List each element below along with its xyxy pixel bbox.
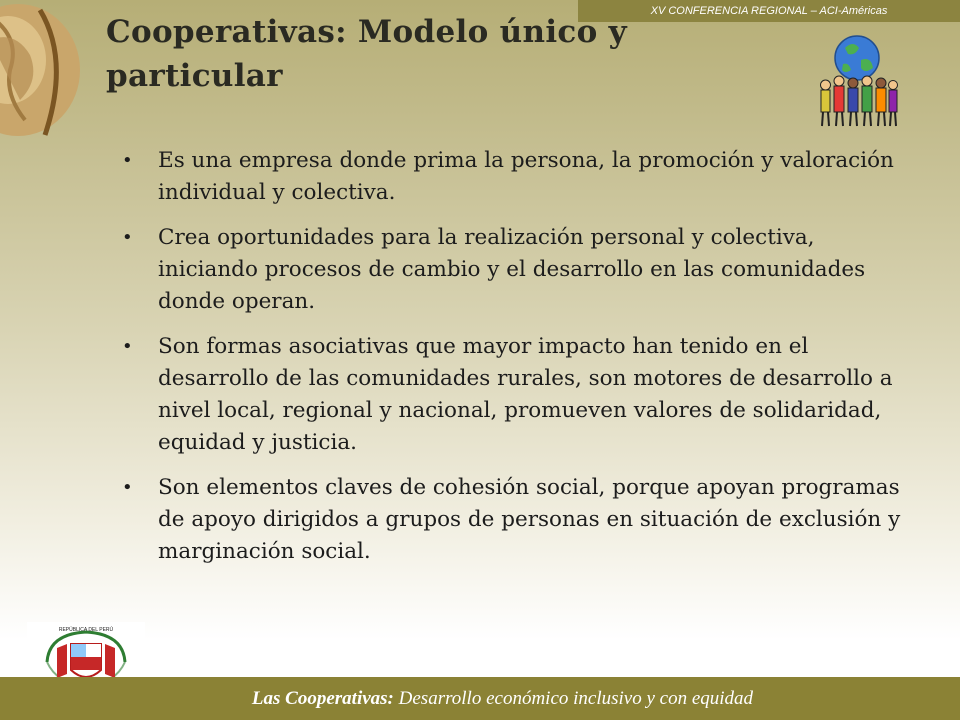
bullet-text: Crea oportunidades para la realización personal y colectiva, iniciando procesos de cambio y el desarrollo en las comunidades donde operan. (158, 225, 866, 314)
slide-title: Cooperativas: Modelo único y particular (106, 14, 627, 94)
bullet-text: Son formas asociativas que mayor impacto han tenido en el desarrollo de las comunidades rurales, son motores de desarrollo a nivel local, regional y nacional, promueven valores de solidaridad, equidad y justicia. (158, 334, 893, 455)
bullet-list (118, 145, 918, 581)
footer-bold-text: Las Cooperativas: (251, 688, 394, 709)
bullet-item (118, 472, 918, 568)
seal-top-caption: REPÚBLICA DEL PERÚ (58, 627, 114, 633)
desk-globe-image (0, 0, 100, 145)
bullet-dot-icon: • (122, 477, 133, 498)
bullet-dot-icon: • (122, 150, 133, 171)
bullet-dot-icon: • (122, 227, 133, 248)
bullet-text: Es una empresa donde prima la persona, la promoción y valoración individual y colectiva. (158, 148, 894, 205)
bullet-dot-icon: • (122, 336, 133, 357)
bullet-item (118, 331, 918, 459)
bullet-item (118, 222, 918, 318)
bullet-item (118, 145, 918, 209)
people-around-globe-icon (815, 30, 900, 130)
conference-banner: XV CONFERENCIA REGIONAL – ACI-Américas (578, 0, 960, 22)
footer-caption (0, 677, 960, 720)
bullet-text: Son elementos claves de cohesión social, porque apoyan programas de apoyo dirigidos a grupos de personas en situación de exclusión y marginación social. (158, 475, 901, 564)
footer-subtitle: Desarrollo económico inclusivo y con equidad (393, 688, 754, 709)
